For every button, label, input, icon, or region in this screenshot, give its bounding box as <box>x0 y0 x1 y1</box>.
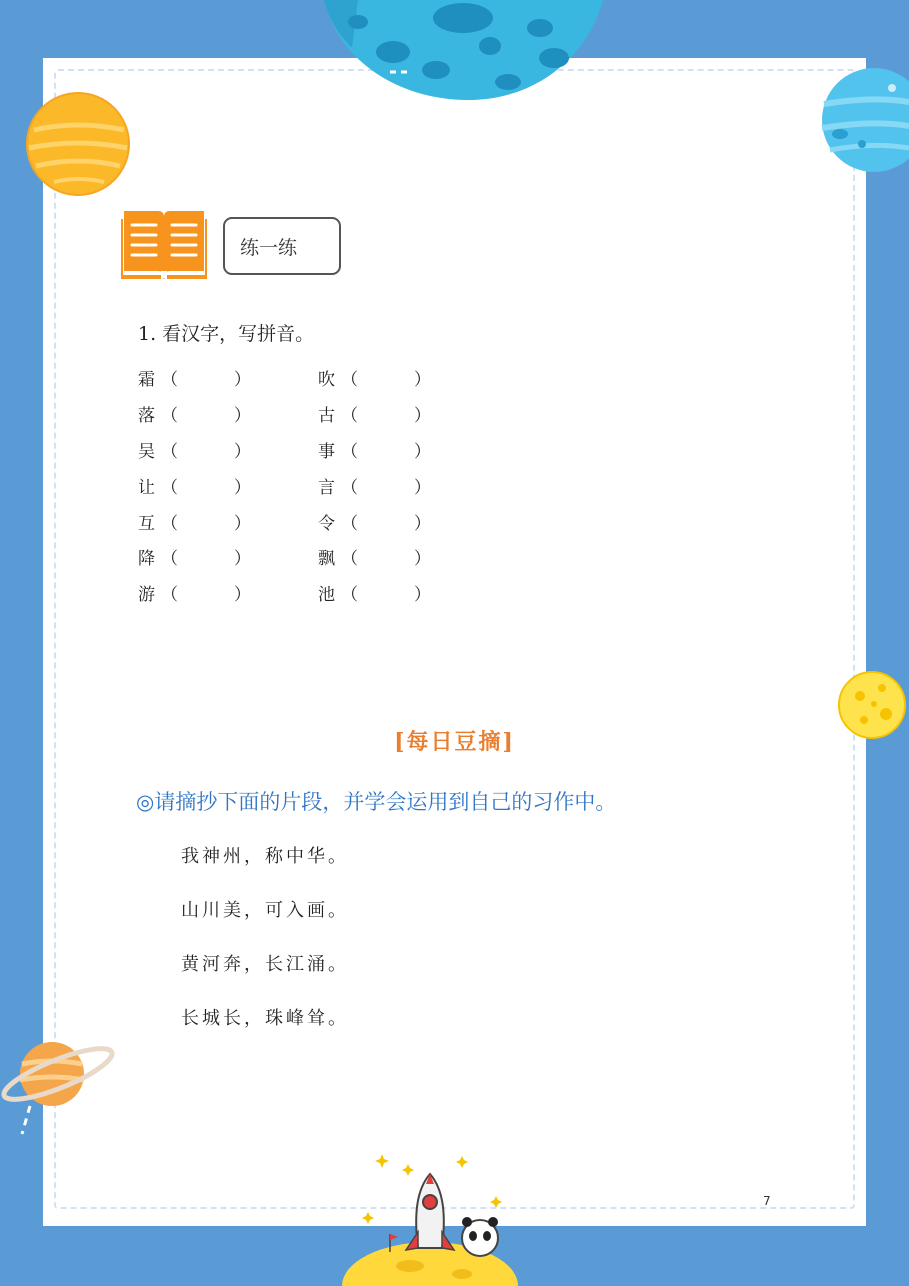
hanzi-char: 飘 <box>318 549 335 570</box>
pinyin-blank[interactable]: （ ） <box>161 370 251 391</box>
exercise-row <box>138 503 498 539</box>
pinyin-blank[interactable]: （ ） <box>341 549 431 570</box>
exercise-item <box>318 473 498 498</box>
excerpt-passage <box>181 842 349 1058</box>
hanzi-char: 言 <box>318 477 335 498</box>
exercise-row <box>138 575 498 611</box>
exercise-item <box>318 365 498 390</box>
hanzi-char: 霜 <box>138 370 155 391</box>
pinyin-blank[interactable]: （ ） <box>161 549 251 570</box>
hanzi-char: 吹 <box>318 370 335 391</box>
exercise-prompt: 1. 看汉字，写拼音。 <box>138 323 315 345</box>
pinyin-blank[interactable]: （ ） <box>341 370 431 391</box>
passage-line: 山川美，可入画。 <box>181 900 349 921</box>
exercise-item <box>318 437 498 462</box>
pinyin-blank[interactable]: （ ） <box>341 477 431 498</box>
yellow-planet-icon <box>24 90 132 198</box>
light-blue-planet-icon <box>816 66 909 176</box>
exercise-item <box>318 509 498 534</box>
hanzi-char: 互 <box>138 513 155 534</box>
exercise-item <box>138 365 318 390</box>
section-label: 练一练 <box>240 236 298 259</box>
hanzi-char: 吴 <box>138 441 155 462</box>
blue-crater-planet-icon <box>318 0 608 105</box>
excerpt-instruction: ◎请摘抄下面的片段，并学会运用到自己的习作中。 <box>136 790 617 814</box>
hanzi-char: 游 <box>138 585 155 606</box>
daily-excerpt-title: [每日豆摘] <box>394 729 515 755</box>
pinyin-blank[interactable]: （ ） <box>161 477 251 498</box>
pinyin-exercise-grid <box>138 360 498 611</box>
exercise-item <box>138 580 318 605</box>
exercise-item <box>318 544 498 569</box>
pinyin-blank[interactable]: （ ） <box>341 406 431 427</box>
pinyin-blank[interactable]: （ ） <box>161 585 251 606</box>
exercise-row <box>138 467 498 503</box>
exercise-item <box>138 437 318 462</box>
pinyin-blank[interactable]: （ ） <box>161 513 251 534</box>
passage-line: 黄河奔，长江涌。 <box>181 954 349 975</box>
hanzi-char: 池 <box>318 585 335 606</box>
exercise-item <box>138 473 318 498</box>
hanzi-char: 事 <box>318 441 335 462</box>
exercise-row <box>138 432 498 468</box>
open-book-icon <box>121 205 207 281</box>
exercise-row <box>138 360 498 396</box>
exercise-row <box>138 539 498 575</box>
pinyin-blank[interactable]: （ ） <box>341 513 431 534</box>
exercise-item <box>138 544 318 569</box>
pinyin-blank[interactable]: （ ） <box>341 441 431 462</box>
page-number: 7 <box>763 1194 771 1208</box>
pinyin-blank[interactable]: （ ） <box>161 441 251 462</box>
rocket-panda-illustration-icon <box>340 1150 520 1286</box>
exercise-row <box>138 396 498 432</box>
exercise-item <box>138 509 318 534</box>
hanzi-char: 落 <box>138 406 155 427</box>
pinyin-blank[interactable]: （ ） <box>341 585 431 606</box>
exercise-item <box>138 401 318 426</box>
ringed-planet-icon <box>0 1034 118 1144</box>
hanzi-char: 降 <box>138 549 155 570</box>
passage-line: 长城长，珠峰耸。 <box>181 1008 349 1029</box>
hanzi-char: 古 <box>318 406 335 427</box>
hanzi-char: 令 <box>318 513 335 534</box>
section-label-box <box>223 217 341 275</box>
passage-line: 我神州，称中华。 <box>181 846 349 867</box>
exercise-item <box>318 580 498 605</box>
pinyin-blank[interactable]: （ ） <box>161 406 251 427</box>
hanzi-char: 让 <box>138 477 155 498</box>
exercise-item <box>318 401 498 426</box>
